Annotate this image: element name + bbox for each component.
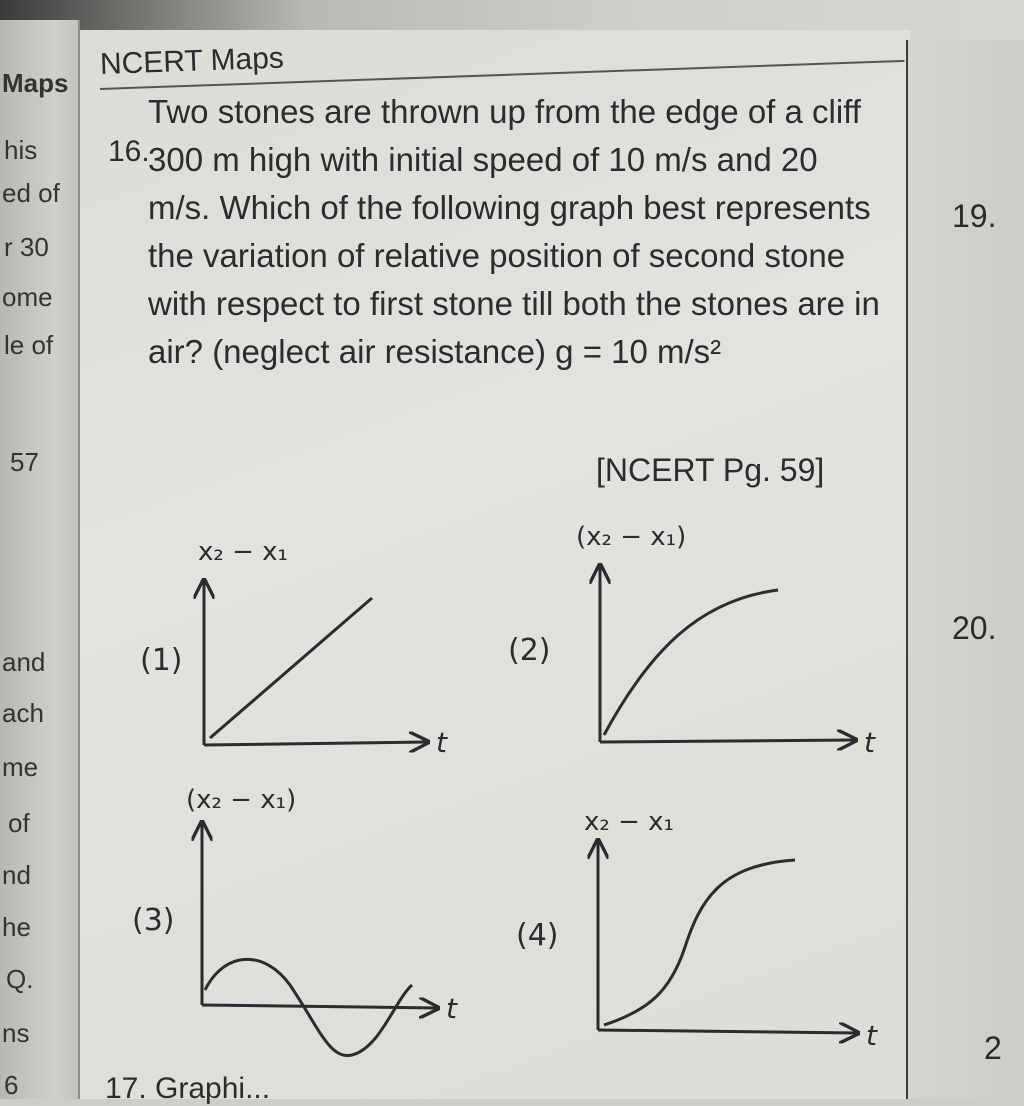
x-axis — [202, 1005, 438, 1008]
left-fragment: 6 — [4, 1070, 19, 1100]
next-question-fragment: 17. Graphi... — [105, 1072, 271, 1105]
option-1-graph — [140, 537, 448, 759]
section-title: NCERT Maps — [99, 41, 285, 81]
y-axis-label: x₂ − x₁ — [198, 537, 288, 567]
right-question-number: 20. — [952, 610, 997, 646]
question-number: 16. — [108, 135, 150, 168]
y-axis-label: x₂ − x₁ — [584, 807, 674, 837]
left-fragment: le of — [4, 330, 54, 360]
option-2-graph — [508, 522, 876, 759]
ncert-reference: [NCERT Pg. 59] — [596, 452, 825, 488]
gravity-value: g = 10 m/s² — [555, 333, 722, 370]
option-label: (3) — [132, 903, 175, 938]
x-axis — [600, 740, 856, 742]
left-fragment: ns — [2, 1018, 30, 1048]
left-fragment: he — [2, 912, 31, 942]
option-label: (2) — [508, 633, 551, 668]
left-fragment: ome — [2, 282, 53, 312]
x-axis-label: t — [436, 726, 447, 759]
y-axis-label: (x₂ − x₁) — [186, 785, 297, 815]
question-body: Two stones are thrown up from the edge of a cliff 300 m high with initial speed of 10 m/s and 20 m/s. Which of the following graph best represents the variation of relative position of second stone with respect to first stone till both the stones are in air? (neglect air resistance) — [148, 93, 880, 370]
right-question-number: 19. — [952, 198, 997, 234]
left-fragment: Maps — [2, 68, 69, 98]
left-fragment: r 30 — [4, 232, 49, 262]
option-label: (4) — [516, 918, 559, 953]
x-axis-label: t — [446, 992, 457, 1025]
left-fragment: of — [8, 808, 30, 838]
left-fragment: Q. — [6, 964, 34, 994]
left-fragment: ach — [2, 698, 44, 728]
curve-concave — [604, 590, 778, 735]
curve-s-shape — [604, 860, 795, 1025]
option-label: (1) — [140, 643, 183, 678]
option-4-graph — [516, 807, 878, 1052]
left-fragment: and — [2, 647, 46, 677]
left-fragment: ed of — [2, 178, 60, 208]
right-question-number: 2 — [984, 1030, 1002, 1066]
x-axis — [204, 742, 428, 745]
x-axis-label: t — [864, 726, 875, 759]
left-fragment: nd — [2, 860, 31, 890]
option-3-graph — [132, 785, 458, 1056]
curve-line — [210, 598, 372, 738]
left-fragment: 57 — [10, 447, 39, 477]
x-axis — [598, 1030, 858, 1033]
left-fragment: his — [4, 135, 38, 165]
left-fragment: me — [2, 752, 39, 782]
x-axis-label: t — [866, 1019, 877, 1052]
y-axis-label: (x₂ − x₁) — [576, 522, 687, 552]
